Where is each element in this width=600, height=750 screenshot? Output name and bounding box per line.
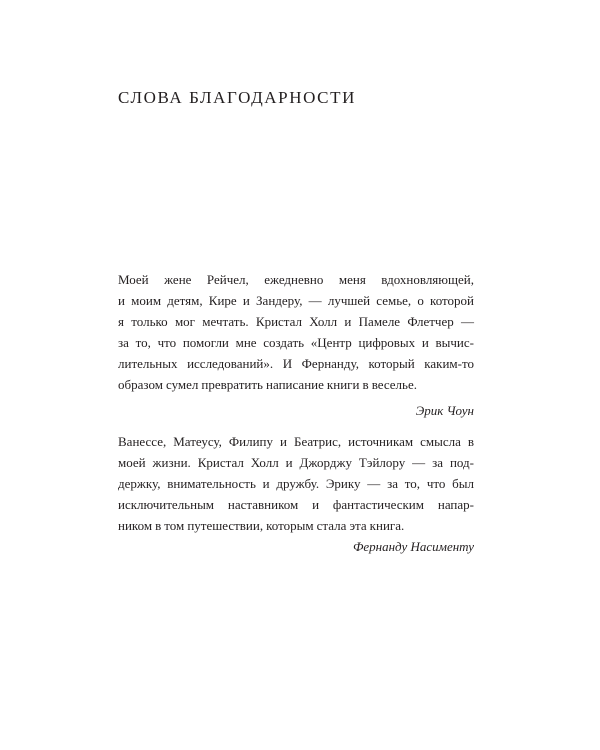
paragraph-line: и моим детям, Кире и Зандеру, — лучшей семье, о которой (118, 293, 474, 308)
paragraph-line: за то, что помогли мне создать «Центр цифровых и вычис- (118, 335, 474, 350)
paragraph-line: Моей жене Рейчел, ежедневно меня вдохновляющей, (118, 272, 474, 287)
acknowledgment-paragraph-2 (118, 431, 474, 557)
paragraph-line: лительных исследований». И Фернанду, который каким-то (118, 356, 474, 371)
author-signature: Фернанду Насименту (352, 539, 474, 554)
acknowledgment-paragraph-1 (118, 269, 474, 421)
paragraph-line: моей жизни. Кристал Холл и Джорджу Тэйлору — за под- (118, 455, 474, 470)
paragraph-line: держку, внимательность и дружбу. Эрику — за то, что был (118, 476, 474, 491)
paragraph-line: исключительным наставником и фантастическим напар- (118, 497, 474, 512)
paragraph-line: я только мог мечтать. Кристал Холл и Памеле Флетчер — (118, 314, 474, 329)
paragraph-line: образом сумел превратить написание книги в веселье. (118, 377, 417, 392)
author-signature: Эрик Чоун (415, 403, 474, 418)
section-heading: СЛОВА БЛАГОДАРНОСТИ (118, 88, 356, 107)
paragraph-line: Ванессе, Матеусу, Филипу и Беатрис, источникам смысла в (118, 434, 474, 449)
paragraph-line: ником в том путешествии, которым стала эта книга. (118, 518, 405, 533)
